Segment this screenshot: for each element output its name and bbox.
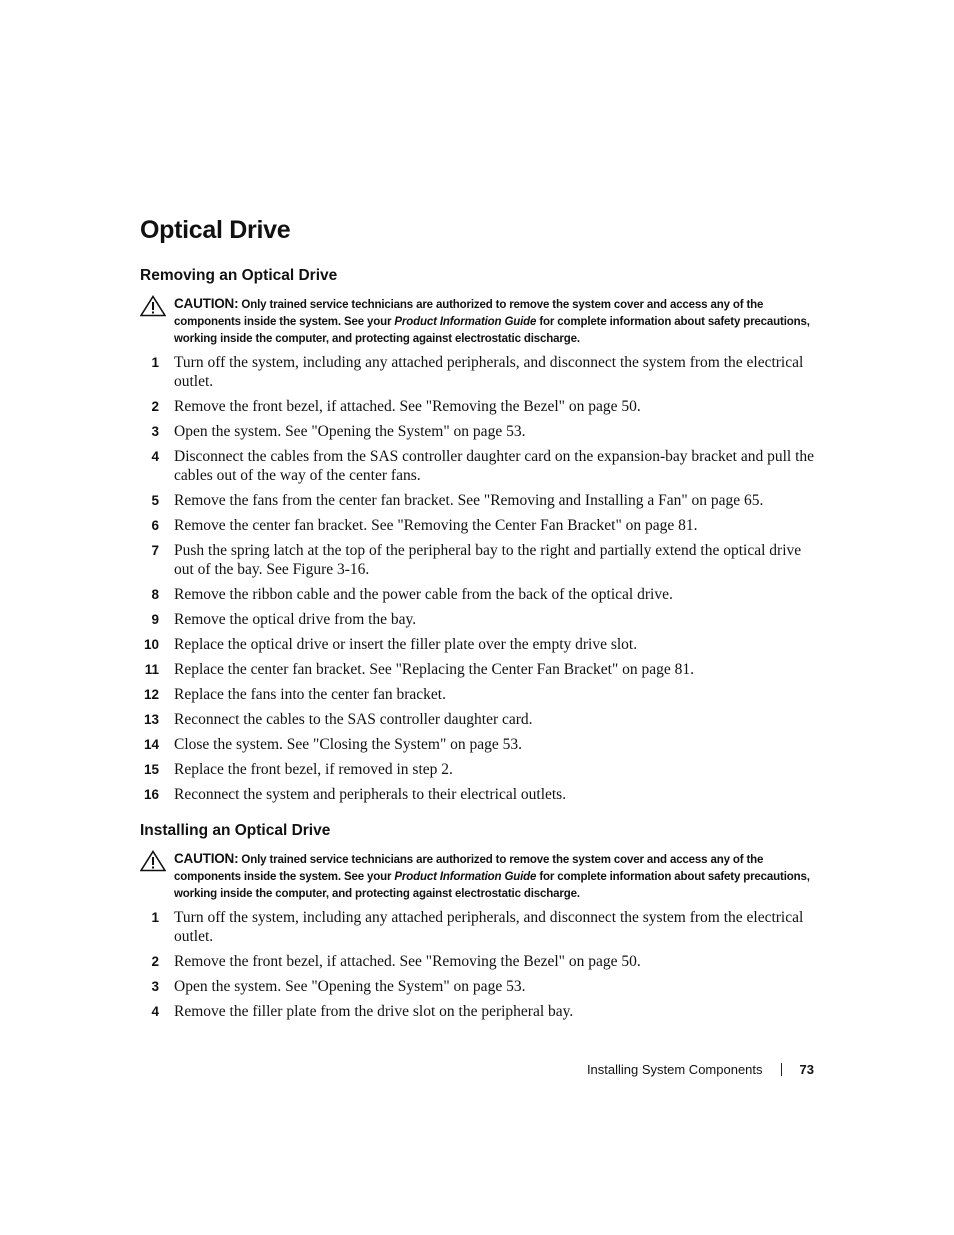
step-item — [140, 397, 820, 416]
footer-section-title: Installing System Components — [586, 1062, 763, 1077]
step-text: Disconnect the cables from the SAS controller daughter card on the expansion-bay bracket and pull the cables out of the way of the center fans. — [174, 448, 815, 484]
step-item — [140, 635, 820, 654]
step-text: Turn off the system, including any attached peripherals, and disconnect the system from the electrical outlet. — [174, 909, 804, 945]
step-text: Remove the fans from the center fan bracket. See "Removing and Installing a Fan" on page 65. — [174, 492, 764, 509]
step-number: 9 — [151, 612, 159, 627]
step-number: 10 — [143, 637, 159, 652]
step-item — [140, 760, 820, 779]
step-item — [140, 735, 820, 754]
step-item — [140, 685, 820, 704]
step-number: 12 — [143, 687, 159, 702]
step-number: 1 — [151, 355, 159, 370]
caution-text-before: Only trained service technicians are authorized to remove the system cover and access any of the components inside the system. See your — [174, 299, 764, 328]
step-text: Remove the front bezel, if attached. See "Removing the Bezel" on page 50. — [174, 398, 641, 415]
caution-guide-title: Product Information Guide — [394, 871, 537, 883]
step-item — [140, 585, 820, 604]
step-number: 8 — [151, 587, 159, 602]
step-item — [140, 952, 820, 971]
step-number: 13 — [143, 712, 159, 727]
step-number: 3 — [151, 424, 159, 439]
step-text: Reconnect the system and peripherals to their electrical outlets. — [174, 786, 567, 803]
step-text: Turn off the system, including any attached peripherals, and disconnect the system from the electrical outlet. — [174, 354, 804, 390]
step-text: Replace the front bezel, if removed in step 2. — [174, 761, 453, 778]
step-number: 4 — [151, 1004, 159, 1019]
page-footer — [587, 1061, 814, 1079]
step-item — [140, 422, 820, 441]
step-text: Replace the fans into the center fan bracket. — [174, 686, 446, 703]
footer-divider — [781, 1063, 782, 1076]
step-item — [140, 516, 820, 535]
caution-text-after: for complete information about safety precautions, working inside the computer, and protecting against electrostatic discharge. — [174, 871, 810, 900]
step-text: Close the system. See "Closing the System" on page 53. — [174, 736, 523, 753]
caution-text-after: for complete information about safety precautions, working inside the computer, and protecting against electrostatic discharge. — [174, 316, 810, 345]
step-number: 2 — [151, 954, 159, 969]
step-item — [140, 908, 820, 946]
step-number: 5 — [151, 493, 159, 508]
caution-text — [174, 850, 820, 903]
step-text: Remove the center fan bracket. See "Removing the Center Fan Bracket" on page 81. — [174, 517, 698, 534]
step-item — [140, 610, 820, 629]
step-item — [140, 447, 820, 485]
step-item — [140, 785, 820, 804]
step-item — [140, 977, 820, 996]
removing-steps-list — [140, 353, 820, 810]
step-item — [140, 541, 820, 579]
step-text: Remove the filler plate from the drive slot on the peripheral bay. — [174, 1003, 574, 1020]
caution-label: CAUTION: — [174, 851, 239, 866]
caution-text — [174, 295, 820, 348]
caution-text-before: Only trained service technicians are authorized to remove the system cover and access any of the components inside the system. See your — [174, 854, 764, 883]
step-text: Replace the optical drive or insert the filler plate over the empty drive slot. — [174, 636, 638, 653]
step-number: 1 — [151, 910, 159, 925]
step-text: Push the spring latch at the top of the peripheral bay to the right and partially extend the optical drive out of the bay. See Figure 3-16. — [174, 542, 802, 578]
step-item — [140, 491, 820, 510]
step-number: 2 — [151, 399, 159, 414]
step-item — [140, 1002, 820, 1021]
caution-triangle-icon — [140, 295, 166, 317]
caution-label: CAUTION: — [174, 296, 239, 311]
removing-heading: Removing an Optical Drive — [140, 267, 338, 284]
step-text: Open the system. See "Opening the System" on page 53. — [174, 978, 526, 995]
installing-caution — [140, 850, 820, 903]
step-number: 15 — [143, 762, 159, 777]
step-number: 7 — [151, 543, 159, 558]
step-item — [140, 710, 820, 729]
step-text: Remove the ribbon cable and the power cable from the back of the optical drive. — [174, 586, 673, 603]
step-number: 6 — [151, 518, 159, 533]
step-item — [140, 660, 820, 679]
step-text: Remove the front bezel, if attached. See "Removing the Bezel" on page 50. — [174, 953, 641, 970]
installing-heading: Installing an Optical Drive — [140, 822, 331, 839]
step-number: 14 — [143, 737, 159, 752]
step-number: 11 — [144, 662, 159, 677]
step-text: Reconnect the cables to the SAS controller daughter card. — [174, 711, 533, 728]
step-number: 16 — [143, 787, 159, 802]
caution-guide-title: Product Information Guide — [394, 316, 537, 328]
page-number: 73 — [799, 1062, 814, 1077]
step-text: Open the system. See "Opening the System" on page 53. — [174, 423, 526, 440]
step-item — [140, 353, 820, 391]
page-title: Optical Drive — [140, 216, 291, 244]
step-text: Remove the optical drive from the bay. — [174, 611, 417, 628]
removing-caution — [140, 295, 820, 348]
installing-steps-list — [140, 908, 820, 1027]
step-number: 4 — [151, 449, 159, 464]
step-text: Replace the center fan bracket. See "Replacing the Center Fan Bracket" on page 81. — [174, 661, 695, 678]
caution-triangle-icon — [140, 850, 166, 872]
step-number: 3 — [151, 979, 159, 994]
